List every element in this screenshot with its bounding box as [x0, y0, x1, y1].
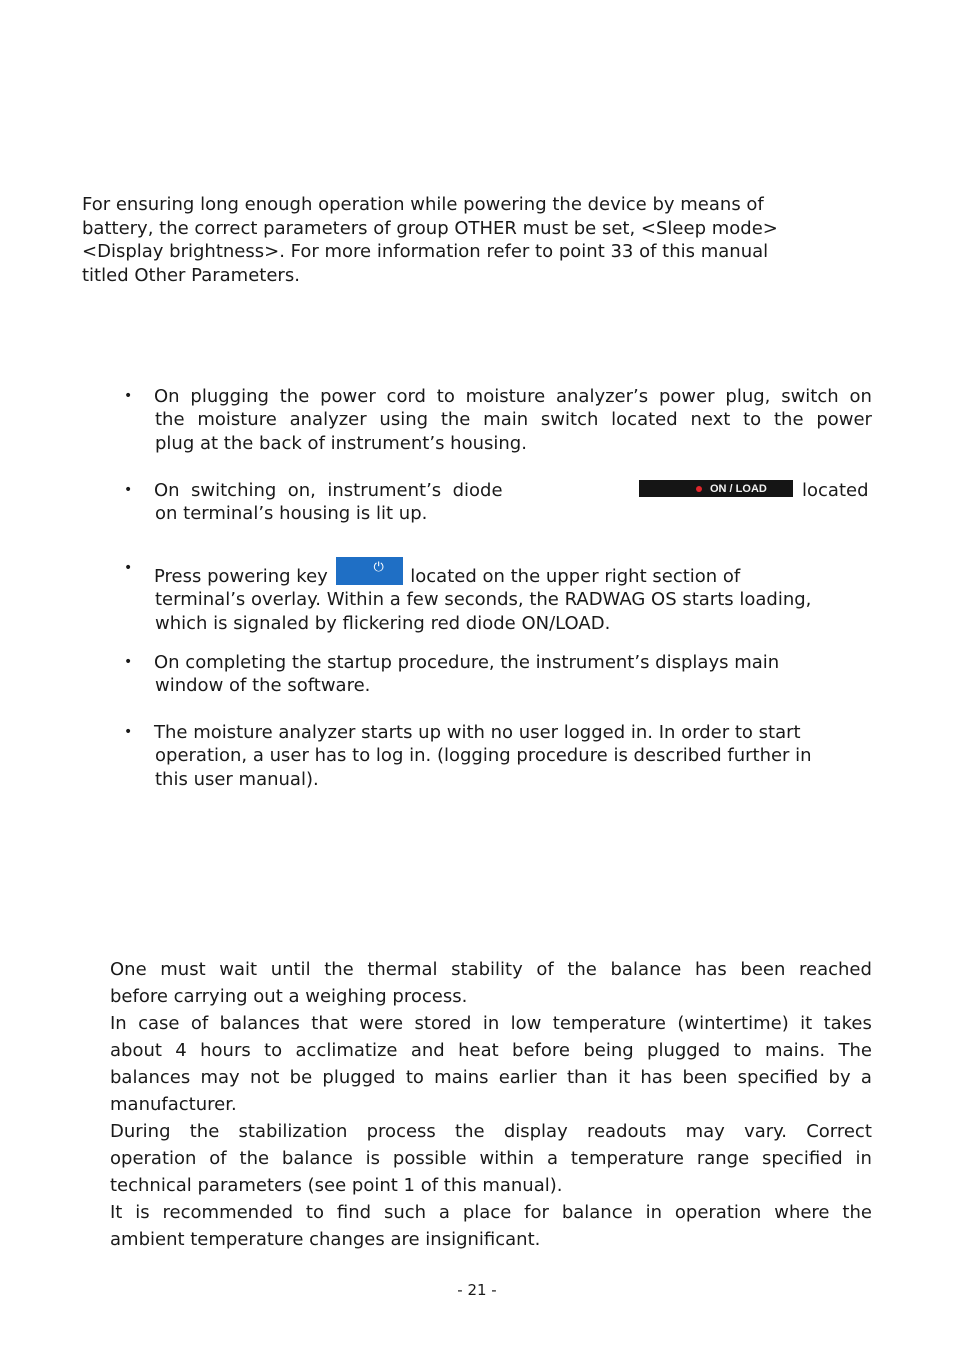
word: wait: [219, 959, 258, 980]
word: the: [440, 409, 471, 431]
justified-line: [154, 385, 872, 408]
word: heat: [458, 1040, 499, 1061]
word: switch: [540, 409, 599, 431]
red-diode-icon: [696, 486, 702, 492]
word: to: [264, 1040, 283, 1061]
word: of: [190, 1013, 209, 1034]
word: to: [743, 409, 762, 431]
word: earlier: [498, 1067, 557, 1088]
word: balances: [110, 1067, 191, 1088]
word: During: [110, 1121, 171, 1142]
thermal-stability-paragraph: [110, 956, 872, 1253]
text-line: technical parameters (see point 1 of this manual).: [110, 1175, 563, 1196]
bullet-icon: •: [124, 560, 133, 576]
word: mains.: [765, 1040, 826, 1061]
word: to: [436, 386, 455, 407]
word: stability: [451, 959, 523, 980]
page-number: - 21 -: [457, 1281, 497, 1299]
word: It: [110, 1202, 123, 1223]
word: than: [566, 1067, 608, 1088]
word: plugged: [647, 1040, 721, 1061]
word: operation: [674, 1202, 762, 1223]
text-segment: located: [802, 480, 869, 501]
word: power: [816, 409, 872, 431]
text-line: plug at the back of instrument’s housing.: [155, 432, 527, 454]
word: may: [200, 1067, 240, 1088]
word: The: [838, 1040, 872, 1061]
word: the: [567, 959, 597, 980]
text-segment: On switching on, instrument’s diode: [154, 480, 503, 501]
word: it: [800, 1013, 813, 1034]
word: is: [365, 1148, 381, 1169]
bullet-icon: •: [124, 482, 133, 498]
word: moisture: [465, 386, 546, 407]
text-line: manufacturer.: [110, 1094, 237, 1115]
word: where: [774, 1202, 830, 1223]
word: analyzer: [289, 409, 367, 431]
word: has: [694, 959, 727, 980]
word: by: [828, 1067, 851, 1088]
word: the: [155, 409, 185, 431]
word: thermal: [367, 959, 438, 980]
word: the: [455, 1121, 485, 1142]
word: the: [842, 1202, 872, 1223]
word: low: [510, 1013, 542, 1034]
justified-line: [110, 1118, 872, 1145]
word: has: [640, 1067, 673, 1088]
word: and: [410, 1040, 445, 1061]
word: being: [583, 1040, 634, 1061]
power-icon: ⏻: [373, 560, 384, 575]
word: in: [482, 1013, 500, 1034]
bullet-icon: •: [124, 724, 133, 740]
word: readouts: [586, 1121, 667, 1142]
word: specified: [737, 1067, 819, 1088]
text-line: terminal’s overlay. Within a few seconds, the RADWAG OS starts loading,: [155, 589, 812, 611]
word: been: [740, 959, 786, 980]
word: acclimatize: [295, 1040, 398, 1061]
text-line: which is signaled by flickering red diode ON/LOAD.: [155, 612, 611, 634]
word: the: [239, 1148, 270, 1169]
word: for: [524, 1202, 549, 1223]
word: in: [645, 1202, 662, 1223]
word: cord: [386, 386, 426, 407]
word: were: [359, 1013, 404, 1034]
word: takes: [823, 1013, 872, 1034]
word: operation: [110, 1148, 197, 1169]
word: in: [855, 1148, 872, 1169]
word: One: [110, 959, 147, 980]
word: located: [611, 409, 678, 431]
word: balance: [561, 1202, 633, 1223]
word: it: [618, 1067, 631, 1088]
word: balance: [281, 1148, 353, 1169]
word: stabilization: [238, 1121, 348, 1142]
word: process: [366, 1121, 436, 1142]
word: of: [209, 1148, 227, 1169]
text-segment: located on the upper right section of: [410, 566, 741, 587]
bullet-icon: •: [124, 654, 133, 670]
word: find: [336, 1202, 372, 1223]
word: plugging: [190, 386, 269, 407]
word: moisture: [197, 409, 277, 431]
word: 4: [175, 1040, 187, 1061]
battery-note-paragraph: [82, 193, 852, 287]
word: balances: [219, 1013, 300, 1034]
bullet-icon: •: [124, 388, 133, 404]
text-line: On completing the startup procedure, the instrument’s displays main: [154, 652, 780, 673]
text-line: For ensuring long enough operation while powering the device by means of: [82, 194, 764, 215]
text-line: ambient temperature changes are insignificant.: [110, 1229, 541, 1250]
text-line: this user manual).: [155, 768, 319, 790]
word: recommended: [162, 1202, 294, 1223]
power-key-button: [336, 557, 403, 585]
word: power: [658, 386, 715, 407]
text-segment: Press powering key: [154, 566, 328, 587]
word: within: [479, 1148, 535, 1169]
word: must: [160, 959, 206, 980]
word: next: [690, 409, 731, 431]
text-line: <Display brightness>. For more information refer to point 33 of this manual: [82, 241, 769, 262]
word: not: [249, 1067, 280, 1088]
word: place: [462, 1202, 512, 1223]
word: vary.: [744, 1121, 787, 1142]
justified-line: [110, 1064, 872, 1091]
word: before: [512, 1040, 570, 1061]
word: to: [733, 1040, 752, 1061]
justified-line: [110, 1145, 872, 1172]
word: case: [138, 1013, 180, 1034]
word: main: [483, 409, 529, 431]
word: stored: [414, 1013, 472, 1034]
word: display: [503, 1121, 568, 1142]
word: using: [379, 409, 429, 431]
word: on: [849, 386, 872, 407]
word: been: [682, 1067, 728, 1088]
word: of: [536, 959, 554, 980]
text-line: before carrying out a weighing process.: [110, 986, 468, 1007]
word: specified: [762, 1148, 843, 1169]
word: may: [685, 1121, 725, 1142]
word: hours: [200, 1040, 251, 1061]
word: that: [311, 1013, 348, 1034]
word: range: [696, 1148, 750, 1169]
text-line: titled Other Parameters.: [82, 264, 300, 286]
text-line: on terminal’s housing is lit up.: [155, 503, 428, 525]
word: switch: [781, 386, 839, 407]
word: analyzer’s: [555, 386, 649, 407]
text-line: battery, the correct parameters of group OTHER must be set, <Sleep mode>: [82, 217, 778, 239]
word: (wintertime): [677, 1013, 789, 1034]
indicator-label: ON / LOAD: [710, 482, 767, 495]
word: possible: [392, 1148, 467, 1169]
justified-line: [110, 1199, 872, 1226]
word: temperature: [552, 1013, 666, 1034]
word: the: [324, 959, 354, 980]
word: the: [773, 409, 804, 431]
justified-line: [110, 956, 872, 983]
word: until: [270, 959, 311, 980]
word: mains: [434, 1067, 489, 1088]
word: Correct: [806, 1121, 872, 1142]
word: a: [546, 1148, 558, 1169]
word: is: [135, 1202, 150, 1223]
word: plugged: [322, 1067, 396, 1088]
word: power: [320, 386, 376, 407]
on-load-indicator: [639, 480, 793, 497]
word: a: [860, 1067, 872, 1088]
justified-line: [110, 1010, 872, 1037]
word: the: [189, 1121, 220, 1142]
text-line: The moisture analyzer starts up with no user logged in. In order to start: [154, 722, 801, 743]
justified-line: [155, 408, 872, 431]
word: be: [289, 1067, 313, 1088]
word: On: [154, 386, 180, 407]
word: temperature: [570, 1148, 684, 1169]
text-line: operation, a user has to log in. (logging procedure is described further in: [155, 745, 812, 767]
word: a: [438, 1202, 450, 1223]
word: In: [110, 1013, 127, 1034]
word: reached: [799, 959, 872, 980]
word: such: [383, 1202, 427, 1223]
text-line: window of the software.: [155, 675, 371, 697]
justified-line: [110, 1037, 872, 1064]
word: about: [110, 1040, 162, 1061]
word: to: [405, 1067, 424, 1088]
text-line: [154, 557, 872, 588]
word: balance: [610, 959, 682, 980]
word: the: [279, 386, 310, 407]
word: plug,: [725, 386, 771, 407]
word: to: [305, 1202, 324, 1223]
